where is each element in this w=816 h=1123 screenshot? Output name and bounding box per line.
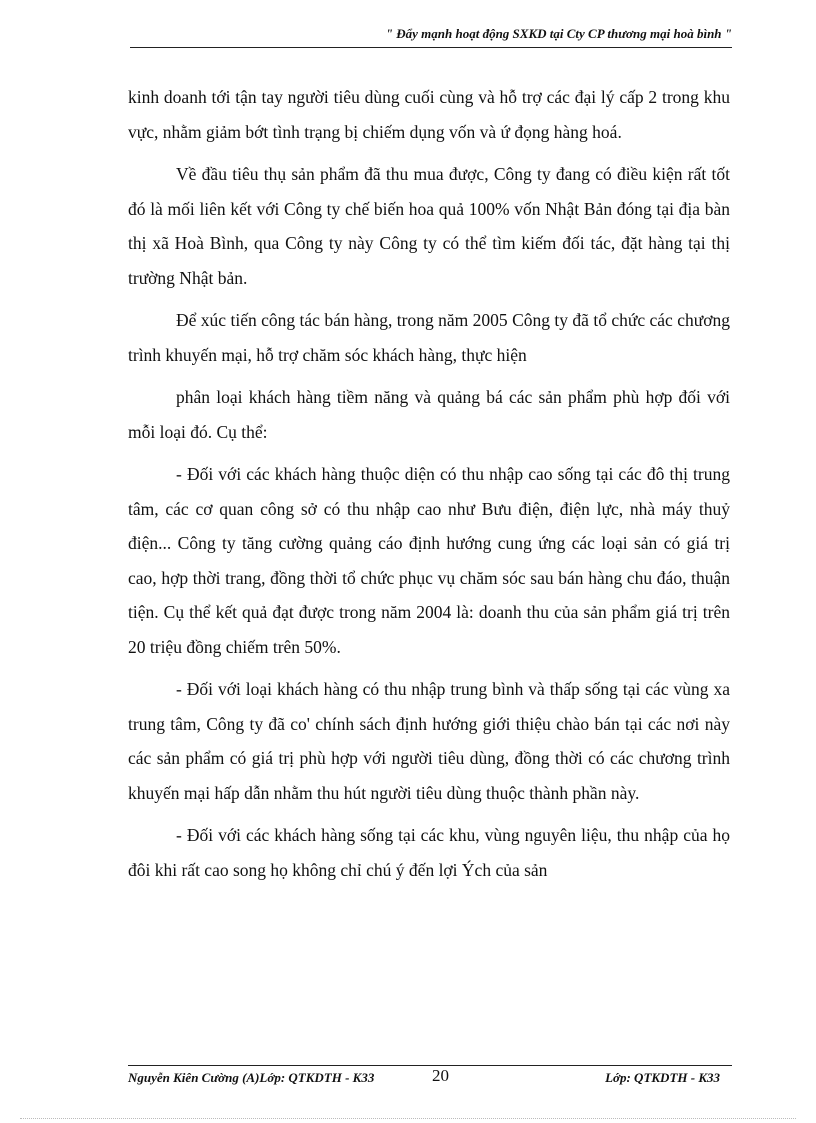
page-header [130,26,732,48]
document-body [128,80,730,895]
paragraph: - Đối với các khách hàng thuộc diện có thu nhập cao sống tại các đô thị trung tâm, các cơ quan công sở có thu nhập cao như Bưu điện, điện lực, nhà máy thuỷ điện... Công ty tăng cường quảng cáo định hướng cung ứng các loại sản có giá trị cao, hợp thời trang, đồng thời tổ chức phục vụ chăm sóc sau bán hàng chu đáo, thuận tiện. Cụ thể kết quả đạt được trong năm 2004 là: doanh thu của sản phẩm giá trị trên 20 triệu đồng chiếm trên 50%. [128,464,730,657]
page-footer [128,1065,732,1085]
paragraph: Để xúc tiến công tác bán hàng, trong năm 2005 Công ty đã tổ chức các chương trình khuyến mại, hỗ trợ chăm sóc khách hàng, thực hiện [128,310,730,365]
page-bottom-divider [20,1118,796,1119]
footer-author: Nguyễn Kiên Cường (A)Lớp: QTKDTH - K33 [128,1070,375,1085]
paragraph: - Đối với các khách hàng sống tại các khu, vùng nguyên liệu, thu nhập của họ đôi khi rất cao song họ không chỉ chú ý đến lợi Ých của sản [128,825,730,880]
paragraph: Về đầu tiêu thụ sản phẩm đã thu mua được, Công ty đang có điều kiện rất tốt đó là mối liên kết với Công ty chế biến hoa quả 100% vốn Nhật Bản đóng tại địa bàn thị xã Hoà Bình, qua Công ty này Công ty có thể tìm kiếm đối tác, đặt hàng tại thị trường Nhật bản. [128,164,730,288]
page-number: 20 [432,1066,449,1085]
paragraph: - Đối với loại khách hàng có thu nhập trung bình và thấp sống tại các vùng xa trung tâm, Công ty đã co' chính sách định hướng giới thiệu chào bán tại các nơi này các sản phẩm có giá trị phù hợp với người tiêu dùng, đồng thời có các chương trình khuyến mại hấp dẫn nhằm thu hút người tiêu dùng thuộc thành phần này. [128,679,730,803]
paragraph: kinh doanh tới tận tay người tiêu dùng cuối cùng và hỗ trợ các đại lý cấp 2 trong khu vực, nhằm giảm bớt tình trạng bị chiếm dụng vốn và ứ đọng hàng hoá. [128,87,730,142]
paragraph: phân loại khách hàng tiềm năng và quảng bá các sản phẩm phù hợp đối với mỗi loại đó. Cụ thể: [128,387,730,442]
footer-class: Lớp: QTKDTH - K33 [605,1070,720,1085]
header-title: " Đẩy mạnh hoạt động SXKD tại Cty CP thương mại hoà bình " [385,26,732,41]
